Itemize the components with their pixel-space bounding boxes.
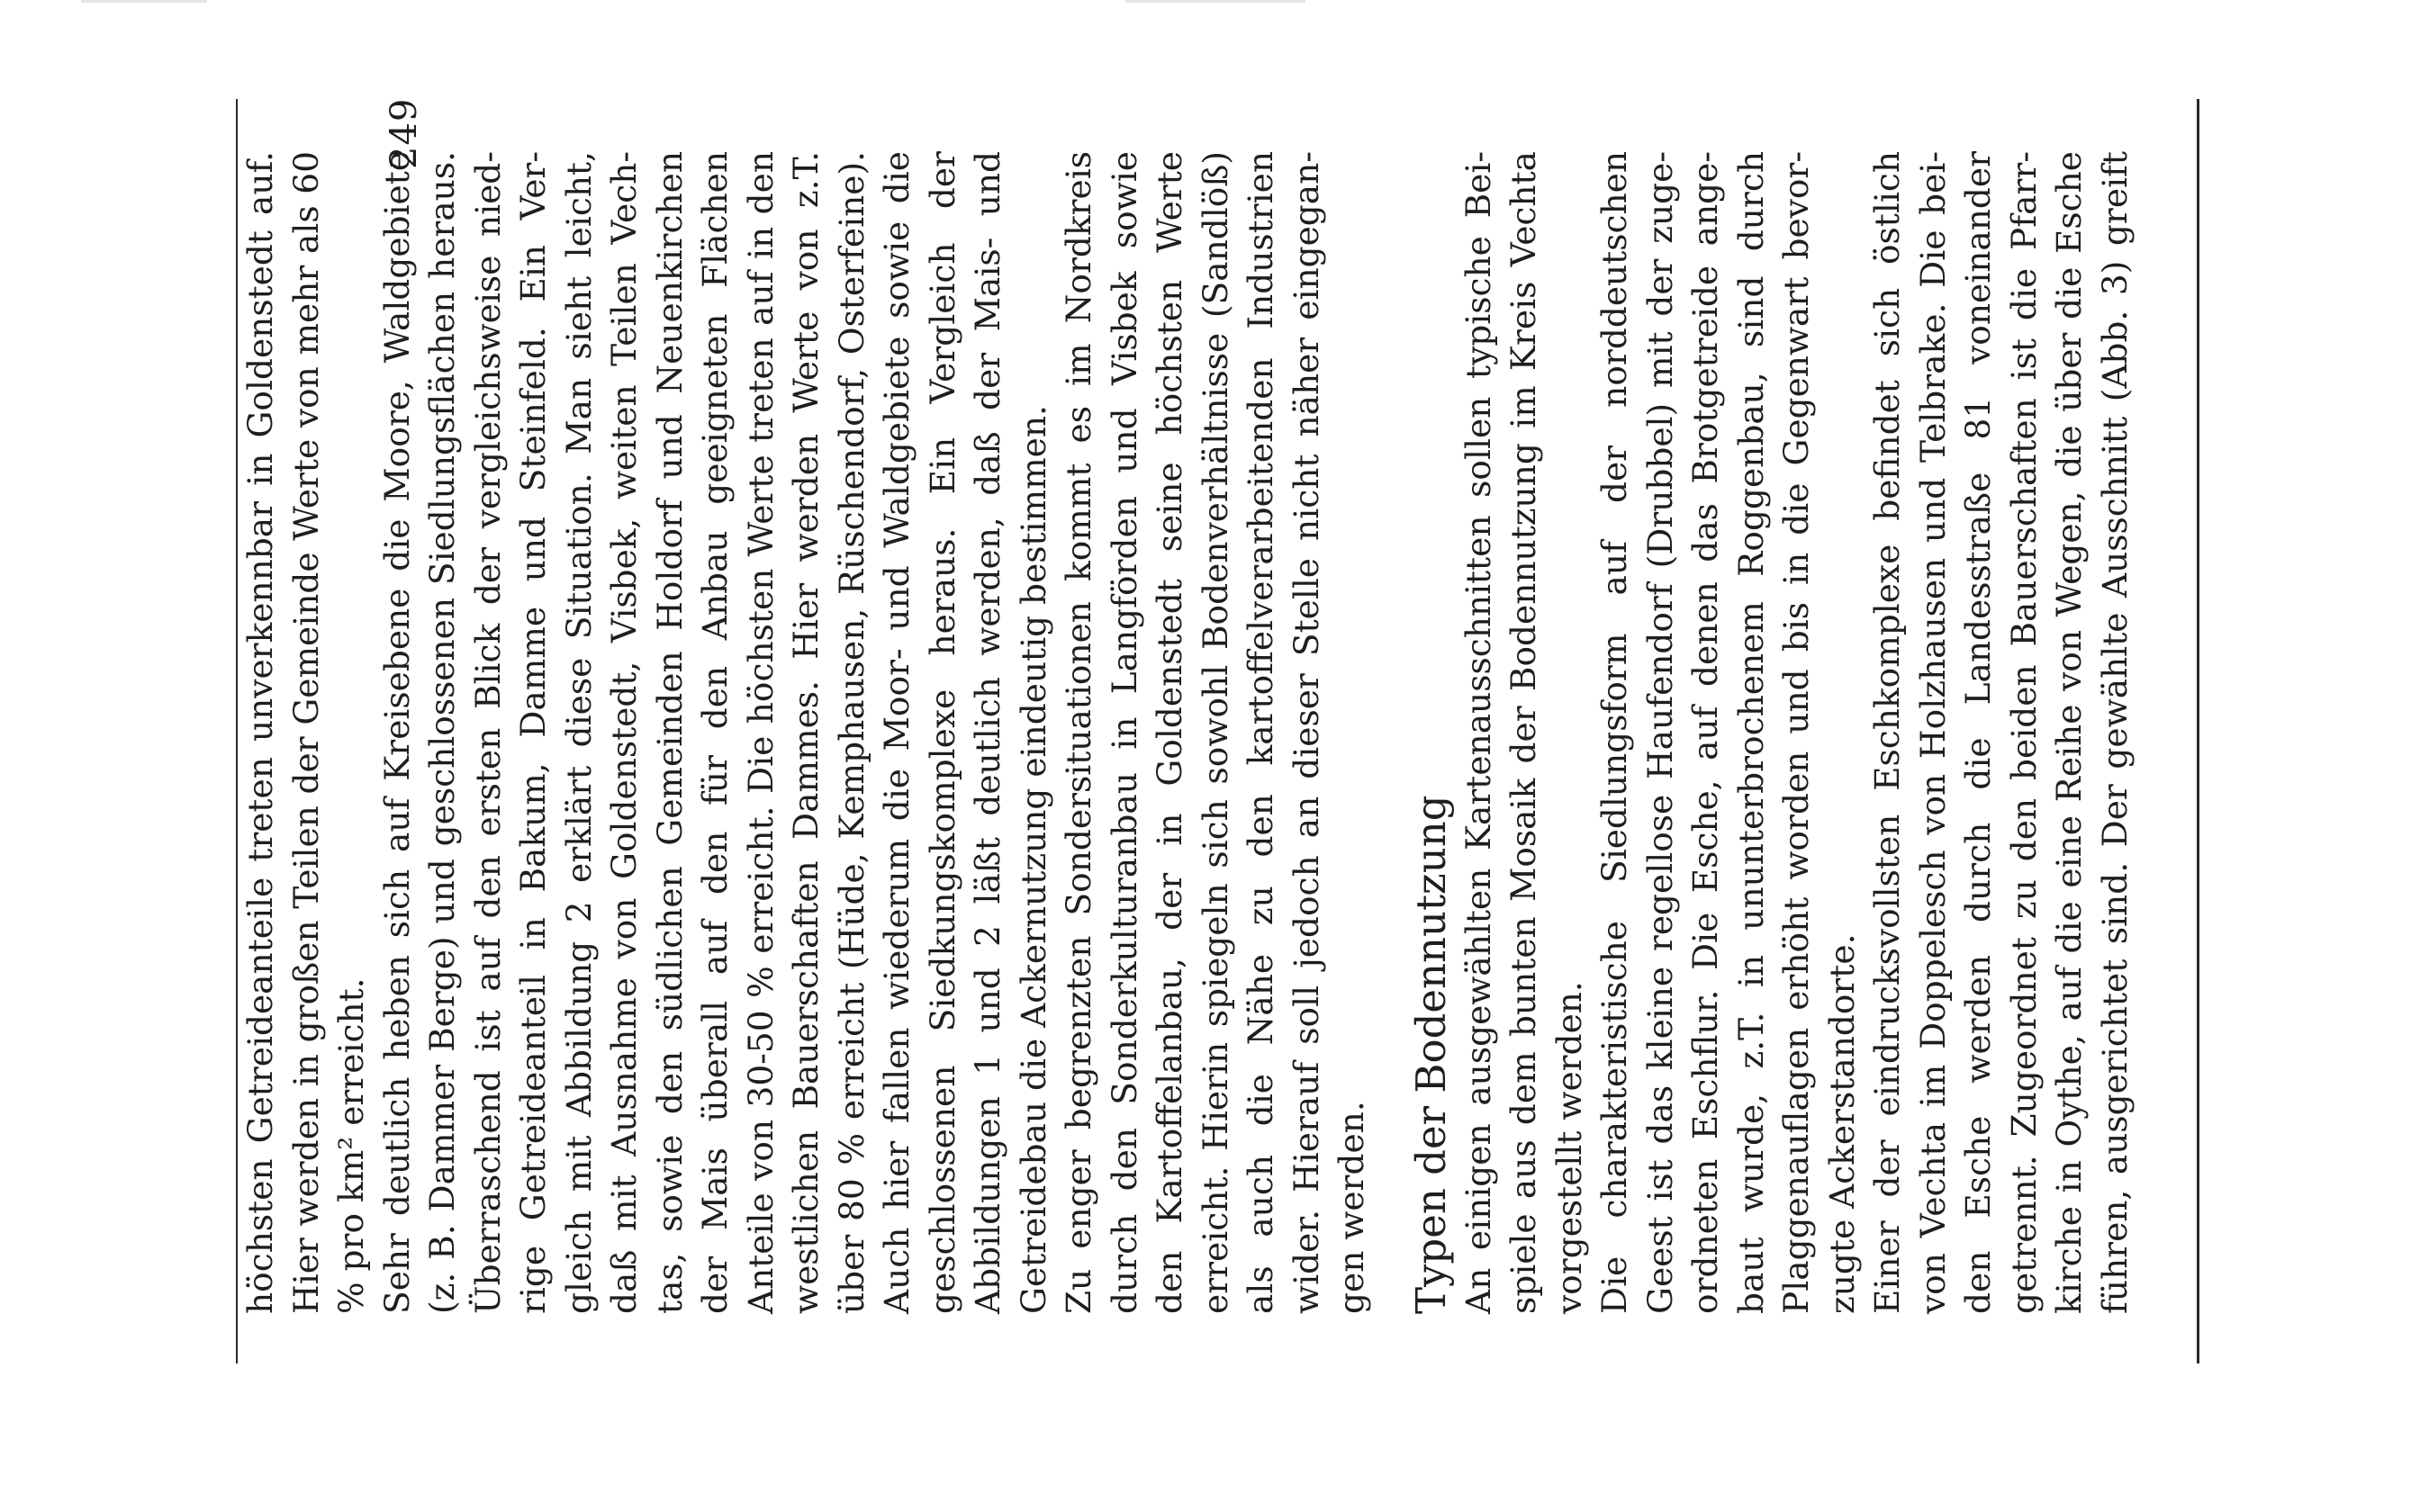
- text-line: kirche in Oythe, auf die eine Reihe von Wegen, die über die Esche: [2049, 151, 2089, 1314]
- text-line: Abbildungen 1 und 2 läßt deutlich werden, daß der Mais- und: [968, 151, 1007, 1314]
- page-number: 249: [384, 97, 425, 169]
- paragraph: [375, 151, 1057, 1314]
- text-line: erreicht. Hierin spiegeln sich sowohl Bodenverhältnisse (Sandlöß): [1195, 151, 1235, 1314]
- text-column: [238, 151, 2420, 1314]
- text-line: Hier werden in großen Teilen der Gemeinde Werte von mehr als 60: [285, 151, 326, 1314]
- text-line: An einigen ausgewählten Kartenausschnitten sollen typische Bei-: [1458, 151, 1498, 1314]
- text-line: den Esche werden durch die Landesstraße 81 voneinander: [1958, 151, 1998, 1314]
- text-line: Zu enger begrenzten Sondersituationen kommt es im Nordkreis: [1059, 151, 1098, 1314]
- text-line: der Mais überall auf den für den Anbau geeigneten Flächen: [695, 151, 735, 1314]
- text-line: Einer der eindrucksvollsten Eschkomplexe befindet sich östlich: [1867, 151, 1907, 1314]
- text-line: gleich mit Abbildung 2 erklärt diese Situation. Man sieht leicht,: [558, 151, 599, 1314]
- text-line: baut wurde, z.T. in ununterbrochenem Roggenbau, sind durch: [1730, 151, 1771, 1314]
- text-line: gen werden.: [1332, 1101, 1371, 1314]
- paragraph: [1456, 151, 1593, 1314]
- text-line: zugte Ackerstandorte.: [1821, 933, 1862, 1314]
- paragraph: [238, 151, 375, 1314]
- text-line: geschlossenen Siedkungskomplexe heraus. Ein Vergleich der: [922, 151, 962, 1314]
- text-line: höchsten Getreideanteile treten unverkennbar in Goldenstedt auf.: [240, 151, 280, 1314]
- text-line: Geest ist das kleine regellose Haufendorf (Drubbel) mit der zuge-: [1639, 151, 1680, 1314]
- text-line: Anteile von 30-50 % erreicht. Die höchsten Werte treten auf in den: [740, 151, 781, 1314]
- text-line: vorgestellt werden.: [1549, 981, 1589, 1314]
- paragraph: [1592, 151, 1865, 1314]
- text-line: westlichen Bauerschaften Dammes. Hier werden Werte von z.T.: [786, 151, 826, 1314]
- text-line: ordneten Eschflur. Die Esche, auf denen das Brotgetreide ange-: [1685, 151, 1725, 1314]
- text-line: Auch hier fallen wiederum die Moor- und Waldgebiete sowie die: [877, 151, 917, 1314]
- paragraph: [1056, 151, 1375, 1314]
- text-line: führen, ausgerichtet sind. Der gewählte Ausschnitt (Abb. 3) greift: [2094, 151, 2135, 1314]
- rotated-page: [238, 0, 2420, 1512]
- text-line: Überraschend ist auf den ersten Blick der vergleichsweise nied-: [467, 151, 508, 1314]
- text-line: wider. Hierauf soll jedoch an dieser Stelle nicht näher eingegan-: [1286, 151, 1326, 1314]
- text-line: tas, sowie den südlichen Gemeinden Holdorf und Neuenkirchen: [649, 151, 690, 1314]
- text-line: Sehr deutlich heben sich auf Kreisebene die Moore, Waldgebiete: [376, 151, 417, 1314]
- section-heading: Typen der Bodennutzung: [1406, 795, 1455, 1314]
- paragraph: [1865, 151, 2137, 1314]
- text-line: Plaggenauflagen erhöht worden und bis in die Gegenwart bevor-: [1776, 151, 1816, 1314]
- text-line: Die charakteristische Siedlungsform auf der norddeutschen: [1594, 151, 1634, 1314]
- scan-artifact: [81, 0, 207, 3]
- text-line: getrennt. Zugeordnet zu den beiden Bauerschaften ist die Pfarr-: [2003, 151, 2044, 1314]
- text-line: % pro km² erreicht.: [331, 977, 371, 1314]
- text-line: den Kartoffelanbau, der in Goldenstedt seine höchsten Werte: [1150, 151, 1189, 1314]
- text-line: rige Getreideanteil in Bakum, Damme und Steinfeld. Ein Ver-: [513, 151, 553, 1314]
- text-line: als auch die Nähe zu den kartoffelverarbeitenden Industrien: [1241, 151, 1280, 1314]
- text-line: (z. B. Dammer Berge) und geschlossenen Siedlungsflächen heraus.: [422, 151, 462, 1314]
- text-line: durch den Sonderkulturanbau in Langförden und Visbek sowie: [1104, 151, 1144, 1314]
- text-line: Getreidebau die Ackernutzung eindeutig bestimmen.: [1013, 405, 1053, 1314]
- text-line: von Vechta im Doppelesch von Holzhausen und Telbrake. Die bei-: [1912, 151, 1953, 1314]
- text-line: daß mit Ausnahme von Goldenstedt, Visbek, weiten Teilen Vech-: [604, 151, 644, 1314]
- text-line: über 80 % erreicht (Hüde, Kemphausen, Rüschendorf, Osterfeine).: [831, 151, 871, 1314]
- text-line: spiele aus dem bunten Mosaik der Bodennutzung im Kreis Vechta: [1503, 151, 1543, 1314]
